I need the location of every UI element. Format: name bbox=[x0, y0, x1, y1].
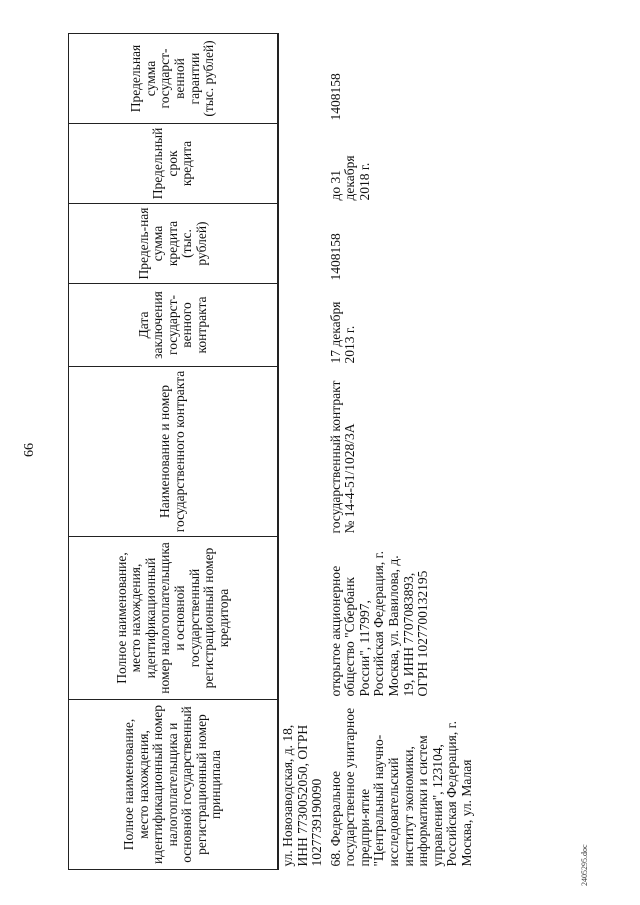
table-row bbox=[327, 34, 477, 870]
header-principal: Полное наименование, место нахождения, идентификационный номер налогоплательщика и основной государственный регистрационный номер принципала bbox=[69, 700, 279, 870]
header-contract-date: Дата заключения государст-венного контракта bbox=[69, 284, 279, 367]
table-row bbox=[278, 34, 327, 870]
page-number: 66 bbox=[22, 443, 37, 457]
header-contract: Наименование и номер государственного контракта bbox=[69, 367, 279, 537]
guarantee-table bbox=[68, 33, 477, 870]
row68-contract-date: 17 декабря 2013 г. bbox=[327, 301, 358, 364]
header-credit-sum: Предель-ная сумма кредита (тыс. рублей) bbox=[69, 204, 279, 284]
document-code: 2405295.doc bbox=[580, 844, 589, 886]
row68-creditor: открытое акционерное общество "Сбербанк России", 117997, Российская Федерация, г. Москва, ул. Вавилова, д. 19, ИНН 7707083893, ОГРН 1027700132195 bbox=[327, 551, 431, 697]
header-guarantee-sum: Предельная сумма государст-венной гарантии (тыс. рублей) bbox=[69, 34, 279, 124]
header-credit-term: Предельный срок кредита bbox=[69, 124, 279, 204]
row68-principal: 68. Федеральное государственное унитарное предпри-ятие "Центральный научно-исследовательский институт экономики, информатики и систем управления", 123104, Российская Федерация, г. Москва, ул. Малая bbox=[327, 707, 474, 867]
row68-guarantee-sum: 1408158 bbox=[327, 73, 343, 121]
header-creditor: Полное наименование, место нахождения, идентификационный номер налогоплательщика и основной государственный регистрационный номер кредитора bbox=[69, 537, 279, 700]
rotated-document-page bbox=[20, 20, 620, 886]
table-header-row bbox=[69, 34, 279, 870]
row68-credit-term: до 31 декабря 2018 г. bbox=[327, 155, 372, 201]
row68-credit-sum: 1408158 bbox=[327, 233, 343, 281]
row68-contract: государственный контракт № 14-4-51/1028/3А bbox=[327, 380, 358, 534]
continuation-principal: ул. Новозаводская, д. 18, ИНН 7730052050, ОГРН 1027739190090 bbox=[280, 724, 325, 867]
